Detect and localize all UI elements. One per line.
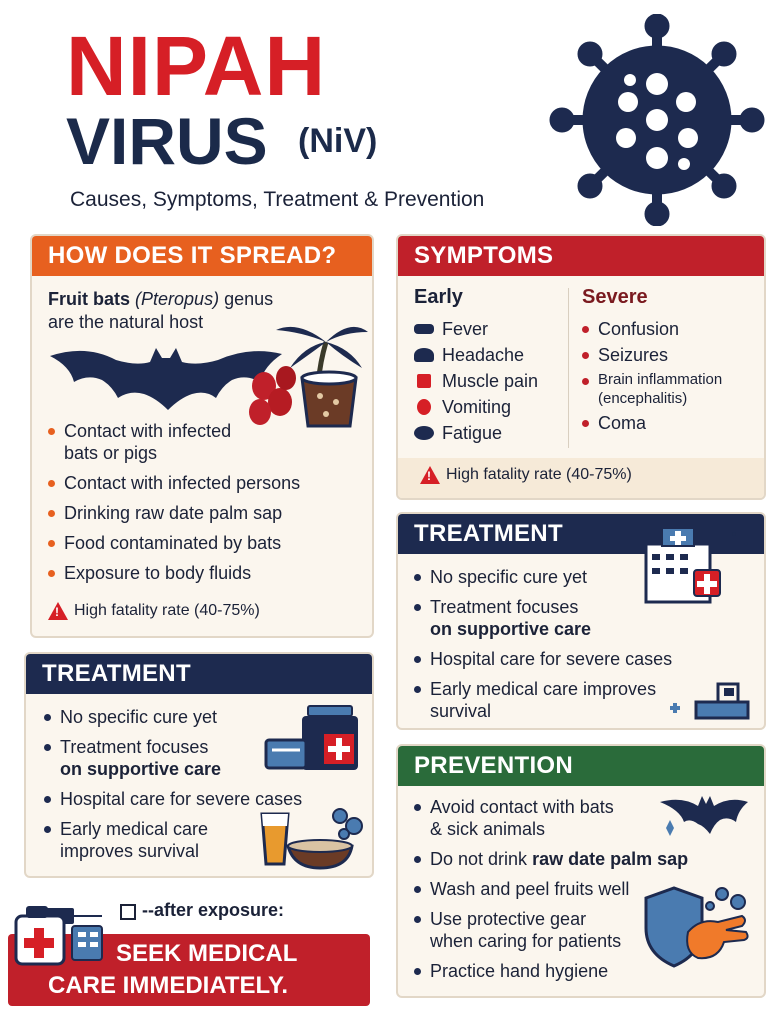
symptoms-panel — [396, 234, 766, 500]
shield-hands-icon — [638, 880, 756, 970]
hospital-icon — [638, 522, 758, 608]
bat-small-icon — [658, 790, 750, 842]
virus-icon — [548, 14, 766, 226]
severe-title: Severe — [582, 286, 648, 308]
spread-item-1: Contact with infected bats or pigs — [46, 420, 254, 464]
first-aid-icon — [10, 902, 110, 968]
spread-item-5: Exposure to body fluids — [46, 562, 364, 584]
early-item: Headache — [414, 342, 538, 368]
title-virus: VIRUS — [66, 104, 268, 178]
spread-item-2: Contact with infected persons — [46, 472, 364, 494]
prevention-item-3: Wash and peel fruits well — [412, 878, 756, 900]
host-bold: Fruit bats — [48, 289, 131, 309]
spread-heading: HOW DOES IT SPREAD? — [32, 236, 372, 276]
spread-item-4: Food contaminated by bats — [46, 532, 364, 554]
hospital-bed-icon — [666, 672, 756, 724]
warning-icon — [48, 602, 68, 620]
treatment-left-item-4: Early medical care improves survival — [42, 818, 238, 862]
checkbox-icon — [120, 904, 136, 920]
after-exposure-text: --after exposure: — [142, 900, 285, 920]
seek-line2: CARE IMMEDIATELY. — [48, 972, 289, 999]
palm-sap-icon — [246, 316, 370, 434]
early-item: Muscle pain — [414, 368, 538, 394]
thermometer-icon — [414, 324, 434, 334]
prevention-item-5: Practice hand hygiene — [412, 960, 756, 982]
drop-icon — [417, 399, 431, 415]
treatment-right-heading: TREATMENT — [398, 514, 764, 554]
treatment-right-item-2: Treatment focuses on supportive care — [412, 596, 752, 640]
treatment-left-panel — [24, 652, 374, 878]
prevention-panel — [396, 744, 766, 998]
early-item: Fever — [414, 316, 538, 342]
treatment-right-item-3: Hospital care for severe cases — [412, 648, 752, 670]
fatigue-icon — [414, 426, 434, 440]
treatment-left-item-3: Hospital care for severe cases — [42, 788, 366, 810]
prevention-heading: PREVENTION — [398, 746, 764, 786]
severe-item-2: Seizures — [580, 344, 756, 366]
host-text — [48, 288, 273, 334]
severe-item-3: Brain inflammation (encephalitis) — [580, 370, 756, 408]
treatment-left-heading: TREATMENT — [26, 654, 372, 694]
early-title: Early — [414, 286, 463, 308]
treatment-right-item-1: No specific cure yet — [412, 566, 752, 588]
early-item: Fatigue — [414, 420, 538, 446]
treatment-left-item-1: No specific cure yet — [42, 706, 366, 728]
medicine-icon — [262, 700, 366, 774]
head-icon — [414, 348, 434, 362]
treatment-right-panel — [396, 512, 766, 730]
title-niv: (NiV) — [298, 122, 378, 160]
host-line2: are the natural host — [48, 312, 204, 332]
prevention-item-2: Do not drink raw date palm sap — [412, 848, 756, 870]
column-divider — [568, 288, 569, 448]
early-list — [414, 316, 538, 446]
early-item: Vomiting — [414, 394, 538, 420]
muscle-icon — [417, 374, 431, 388]
host-rest: genus — [224, 289, 274, 309]
prevention-item-1: Avoid contact with bats & sick animals — [412, 796, 756, 840]
treatment-left-item-2: Treatment focuses on supportive care — [42, 736, 366, 780]
title-nipah: NIPAH — [66, 19, 327, 113]
subtitle: Causes, Symptoms, Treatment & Prevention — [70, 188, 485, 211]
symptoms-heading: SYMPTOMS — [398, 236, 764, 276]
symptoms-fatality: ! High fatality rate (40-75%) — [420, 466, 632, 484]
severe-item-4: Coma — [580, 412, 756, 434]
prevention-item-4: Use protective gear when caring for patients — [412, 908, 756, 952]
treatment-right-item-4: Early medical care improves survival — [412, 678, 692, 722]
food-drink-icon — [258, 804, 370, 870]
host-genus: (Pteropus) — [135, 289, 220, 309]
warning-icon — [420, 466, 440, 484]
spread-item-3: Drinking raw date palm sap — [46, 502, 364, 524]
severe-item-1: Confusion — [580, 318, 756, 340]
seek-line1: SEEK MEDICAL — [116, 940, 298, 967]
spread-panel — [30, 234, 374, 638]
spread-fatality: ! High fatality rate (40-75%) — [48, 602, 260, 620]
